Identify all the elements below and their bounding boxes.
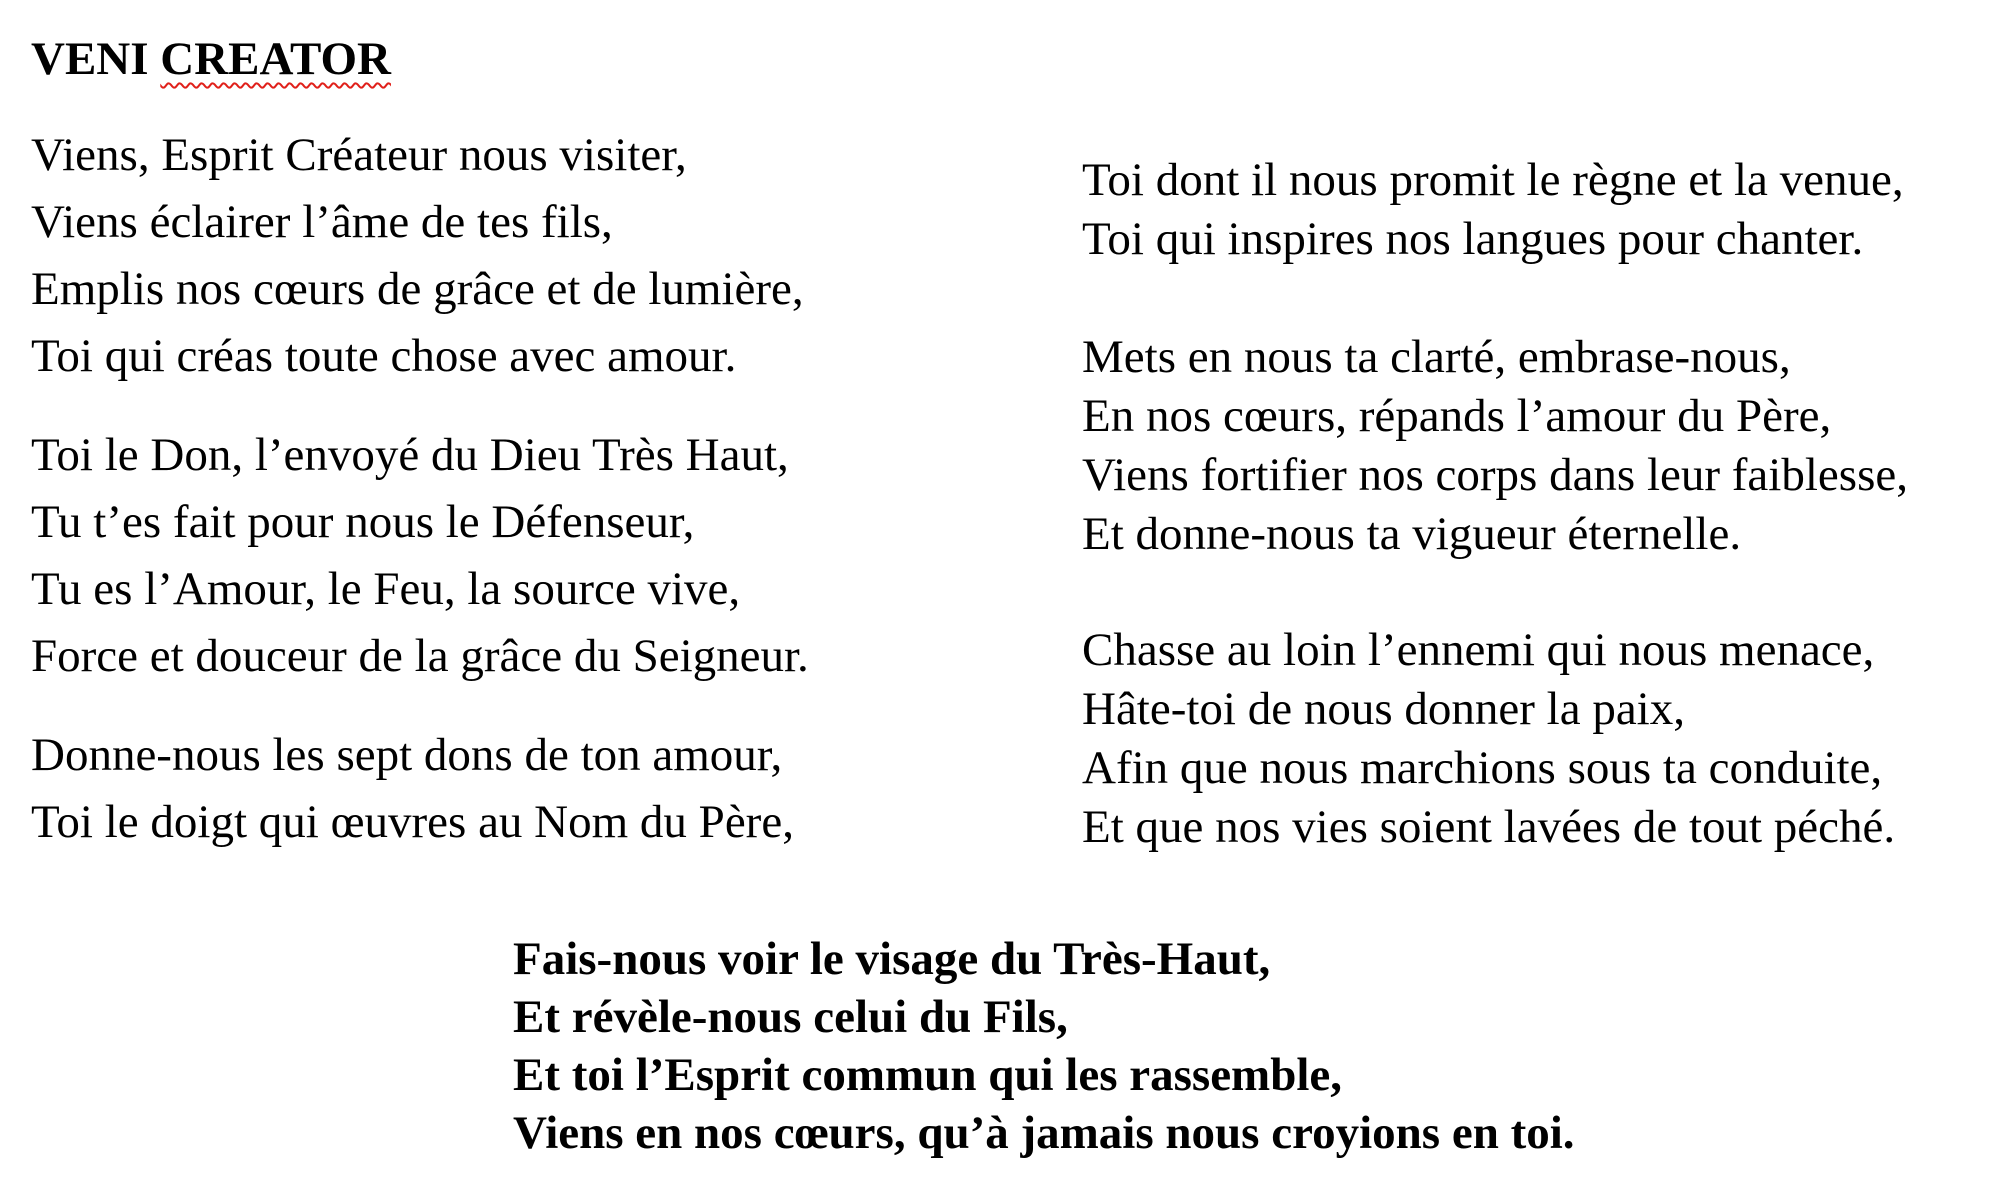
verse-line: Force et douceur de la grâce du Seigneur. xyxy=(31,630,809,682)
verse-line: Donne-nous les sept dons de ton amour, xyxy=(31,729,783,781)
verse-line: Viens, Esprit Créateur nous visiter, xyxy=(31,129,687,181)
title-word-creator-spellcheck: CREATOR xyxy=(160,33,391,85)
title-word-veni: VENI xyxy=(31,33,149,85)
verse-line: Chasse au loin l’ennemi qui nous menace, xyxy=(1082,624,1875,676)
verse-line: Et que nos vies soient lavées de tout péché. xyxy=(1082,801,1896,853)
verse-line: Hâte-toi de nous donner la paix, xyxy=(1082,683,1685,735)
verse-line: Tu es l’Amour, le Feu, la source vive, xyxy=(31,563,741,615)
verse-line: Mets en nous ta clarté, embrase-nous, xyxy=(1082,331,1791,383)
verse-line: En nos cœurs, répands l’amour du Père, xyxy=(1082,390,1832,442)
left-stanza-2 xyxy=(31,422,809,690)
right-stanza-2 xyxy=(1082,328,1908,564)
verse-line: Et donne-nous ta vigueur éternelle. xyxy=(1082,508,1742,560)
refrain-stanza xyxy=(513,930,1575,1162)
verse-line: Viens fortifier nos corps dans leur faiblesse, xyxy=(1082,449,1908,501)
page-title xyxy=(31,28,391,90)
right-stanza-1 xyxy=(1082,151,1904,269)
refrain-line: Viens en nos cœurs, qu’à jamais nous croyions en toi. xyxy=(513,1107,1575,1159)
left-stanza-3 xyxy=(31,722,794,856)
verse-line: Tu t’es fait pour nous le Défenseur, xyxy=(31,496,695,548)
verse-line: Toi le Don, l’envoyé du Dieu Très Haut, xyxy=(31,429,789,481)
verse-line: Emplis nos cœurs de grâce et de lumière, xyxy=(31,263,804,315)
verse-line: Viens éclairer l’âme de tes fils, xyxy=(31,196,613,248)
verse-line: Toi dont il nous promit le règne et la venue, xyxy=(1082,154,1904,206)
refrain-line: Et révèle-nous celui du Fils, xyxy=(513,991,1068,1043)
refrain-line: Fais-nous voir le visage du Très-Haut, xyxy=(513,933,1271,985)
refrain-line: Et toi l’Esprit commun qui les rassemble, xyxy=(513,1049,1343,1101)
verse-line: Toi qui inspires nos langues pour chanter. xyxy=(1082,213,1864,265)
left-stanza-1 xyxy=(31,122,804,390)
verse-line: Afin que nous marchions sous ta conduite, xyxy=(1082,742,1883,794)
right-stanza-3 xyxy=(1082,621,1895,857)
verse-line: Toi le doigt qui œuvres au Nom du Père, xyxy=(31,796,794,848)
verse-line: Toi qui créas toute chose avec amour. xyxy=(31,330,737,382)
